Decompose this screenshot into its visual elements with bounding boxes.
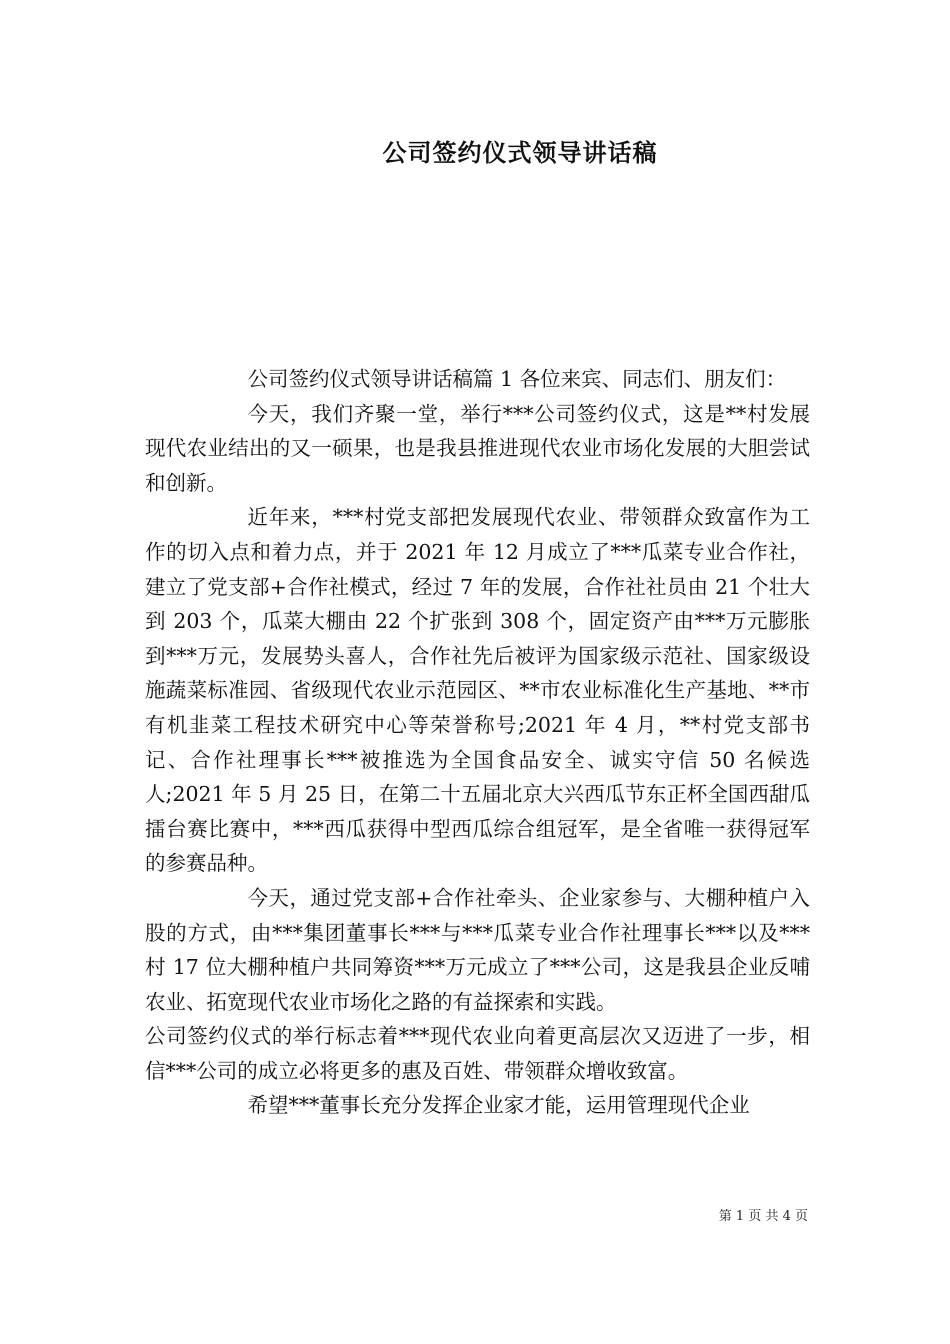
- paragraph-hope: 希望***董事长充分发挥企业家才能，运用管理现代企业: [247, 1093, 750, 1118]
- document-title: 公司签约仪式领导讲话稿: [382, 138, 658, 167]
- document-body: [145, 362, 810, 1123]
- page-number: 第 1 页 共 4 页: [718, 1209, 808, 1224]
- paragraph-greeting: 公司签约仪式领导讲话稿篇 1 各位来宾、同志们、朋友们：: [247, 367, 787, 391]
- paragraph-opening: 今天，我们齐聚一堂，举行***公司签约仪式，这是**村发展现代农业结出的又一硕果，也是我县推进现代农业市场化发展的大胆尝试和创新。: [145, 401, 810, 495]
- paragraph-background: 近年来，***村党支部把发展现代农业、带领群众致富作为工作的切入点和着力点，并于 2021 年 12 月成立了***瓜菜专业合作社，建立了党支部+合作社模式，经过 7 年的发展，合作社社员由 21 个壮大到 203 个，瓜菜大棚由 22 个扩张到 308 个，固定资产由***万元膨胀到***万元，发展势头喜人，合作社先后被评为国家级示范社、国家级设施蔬菜标准园、省级现代农业示范园区、**市农业标准化生产基地、**市有机韭菜工程技术研究中心等荣誉称号;2021 年 4 月，**村党支部书记、合作社理事长***被推选为全国食品安全、诚实守信 50 名候选人;2021 年 5 月 25 日，在第二十五届北京大兴西瓜节东正杯全国西甜瓜擂台赛比赛中，***西瓜获得中型西瓜综合组冠军，是全省唯一获得冠军的参赛品种。: [145, 505, 810, 876]
- paragraph-founding: 今天，通过党支部+合作社牵头、企业家参与、大棚种植户入股的方式，由***集团董事长***与***瓜菜专业合作社理事长***以及***村 17 位大棚种植户共同筹资***万元成立了***公司，这是我县企业反哺农业、拓宽现代农业市场化之路的有益探索和实践。: [145, 885, 810, 1014]
- paragraph-significance: 公司签约仪式的举行标志着***现代农业向着更高层次又迈进了一步，相信***公司的成立必将更多的惠及百姓、带领群众增收致富。: [145, 1024, 810, 1083]
